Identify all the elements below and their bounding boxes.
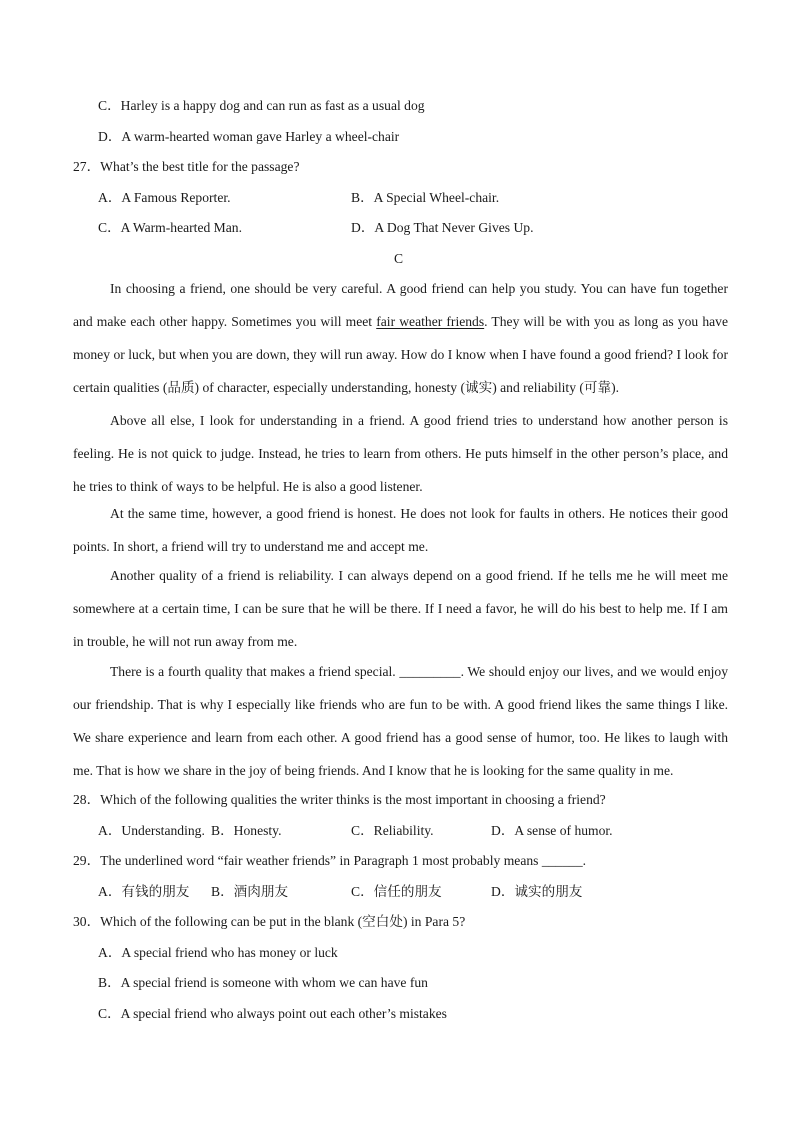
q29-option-c: C．信任的朋友	[351, 884, 442, 899]
q27-stem: 27．What’s the best title for the passage?	[73, 159, 300, 174]
passage-paragraph-3	[73, 497, 728, 563]
p5-text: There is a fourth quality that makes a friend special. _________. We should enjoy our lives, and we would enjoy our friendship. That is why I especially like friends who are fun to be with. A good friend likes the same things I like. We share experience and learn from each other. A good friend has a good sense of humor, too. He likes to laugh with me. That is how we share in the joy of being friends. And I know that he is looking for the same quality in me.	[73, 664, 728, 778]
underlined-phrase: fair weather friends	[376, 314, 485, 329]
passage-paragraph-5	[73, 655, 728, 787]
q27-option-c: C．A Warm-hearted Man.	[98, 220, 242, 235]
p4-text: Another quality of a friend is reliability. I can always depend on a good friend. If he tells me he will meet me somewhere at a certain time, I can be sure that he will be there. If I need a favor, he will do his best to help me. If I am in trouble, he will not run away from me.	[73, 568, 728, 649]
passage-paragraph-4	[73, 559, 728, 658]
q28-option-b: B．Honesty.	[211, 823, 282, 838]
q30-option-b: B．A special friend is someone with whom we can have fun	[98, 975, 428, 990]
p1-text-b: . They will be with you as long as you have money or luck, but when you are down, they will run away. How do I know when I have found a good friend? I look for certain qualities (品质) of character, especially understanding, honesty (诚实) and reliability (可靠).	[73, 314, 728, 395]
q29-stem: 29．The underlined word “fair weather friends” in Paragraph 1 most probably means ______.	[73, 853, 587, 868]
q28-stem: 28．Which of the following qualities the writer thinks is the most important in choosing a friend?	[73, 792, 606, 807]
q28-option-c: C．Reliability.	[351, 823, 434, 838]
q28-option-d: D．A sense of humor.	[491, 823, 613, 838]
q30-option-c: C．A special friend who always point out each other’s mistakes	[98, 1006, 447, 1021]
q27-option-d: D．A Dog That Never Gives Up.	[351, 220, 534, 235]
q29-option-d: D．诚实的朋友	[491, 884, 583, 899]
p3-text: At the same time, however, a good friend is honest. He does not look for faults in others. He notices their good points. In short, a friend will try to understand me and accept me.	[73, 506, 728, 554]
q30-stem: 30．Which of the following can be put in the blank (空白处) in Para 5?	[73, 914, 466, 929]
passage-paragraph-1	[73, 272, 728, 404]
section-label: C	[394, 251, 404, 266]
q26-option-c: C．Harley is a happy dog and can run as fast as a usual dog	[98, 98, 425, 113]
p2-text: Above all else, I look for understanding in a friend. A good friend tries to understand how another person is feeling. He is not quick to judge. Instead, he tries to learn from others. He puts himself in the other person’s place, and he tries to think of ways to be helpful. He is also a good listener.	[73, 413, 728, 494]
p1-text-a: In choosing a friend, one should be very careful. A good friend can help you study. You can have fun together and make each other happy. Sometimes you will meet	[73, 281, 728, 329]
q26-option-d: D．A warm-hearted woman gave Harley a wheel-chair	[98, 129, 400, 144]
q29-option-b: B．酒肉朋友	[211, 884, 289, 899]
q27-option-a: A．A Famous Reporter.	[98, 190, 231, 205]
passage-paragraph-2	[73, 404, 728, 503]
q28-option-a: A．Understanding.	[98, 823, 205, 838]
q30-option-a: A．A special friend who has money or luck	[98, 945, 338, 960]
q29-option-a: A．有钱的朋友	[98, 884, 190, 899]
q27-option-b: B．A Special Wheel-chair.	[351, 190, 500, 205]
